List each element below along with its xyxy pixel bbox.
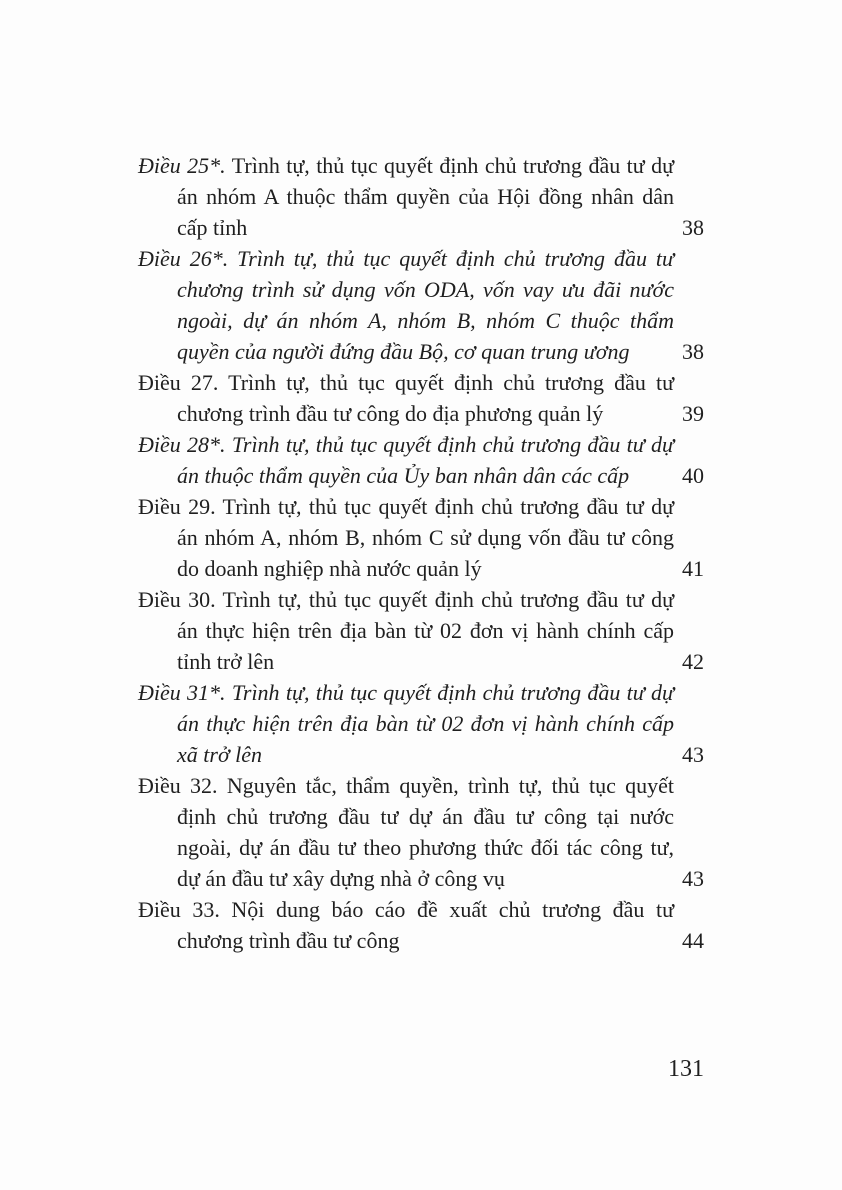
toc-entry-title: Trình tự, thủ tục quyết định chủ trương đầu tư dự án thực hiện trên địa bàn từ 02 đơn vị hành chính cấp xã trở lên: [177, 680, 675, 767]
table-of-contents: [138, 150, 704, 956]
toc-entry-page-number: 43: [682, 866, 704, 891]
toc-entry-title: Trình tự, thủ tục quyết định chủ trương đầu tư dự án thuộc thẩm quyền của Ủy ban nhân dân các cấp: [177, 432, 675, 488]
toc-entry-dieu-29: [138, 491, 704, 584]
toc-entry-text: [138, 677, 674, 770]
toc-entry-text: [138, 491, 674, 584]
toc-entry-title: Nội dung báo cáo đề xuất chủ trương đầu tư chương trình đầu tư công: [177, 897, 675, 953]
toc-entry-title: Trình tự, thủ tục quyết định chủ trương đầu tư dự án thực hiện trên địa bàn từ 02 đơn vị hành chính cấp tỉnh trở lên: [177, 587, 674, 674]
toc-entry-label: Điều 32.: [138, 773, 218, 798]
footer-page-number: 131: [668, 1056, 704, 1082]
toc-entry-text: [138, 584, 674, 677]
toc-entry-dieu-30: [138, 584, 704, 677]
toc-entry-dieu-26: [138, 243, 704, 367]
toc-entry-dieu-31: [138, 677, 704, 770]
toc-entry-label: Điều 25*.: [138, 153, 226, 178]
toc-entry-label: Điều 26*.: [138, 246, 229, 271]
toc-entry-label: Điều 28*.: [138, 432, 226, 457]
toc-entry-text: [138, 243, 674, 367]
toc-entry-label: Điều 27.: [138, 370, 219, 395]
toc-entry-label: Điều 33.: [138, 897, 220, 922]
toc-entry-page-number: 44: [682, 928, 704, 953]
toc-entry-text: [138, 770, 674, 894]
toc-entry-text: [138, 894, 674, 956]
toc-entry-title: Trình tự, thủ tục quyết định chủ trương đầu tư chương trình đầu tư công do địa phương quản lý: [177, 370, 675, 426]
toc-entry-page-number: 40: [682, 463, 704, 488]
toc-entry-dieu-27: [138, 367, 704, 429]
toc-entry-text: [138, 150, 674, 243]
toc-entry-text: [138, 429, 674, 491]
toc-entry-title: Trình tự, thủ tục quyết định chủ trương đầu tư dự án nhóm A thuộc thẩm quyền của Hội đồng nhân dân cấp tỉnh: [177, 153, 675, 240]
toc-entry-text: [138, 367, 674, 429]
toc-entry-title: Trình tự, thủ tục quyết định chủ trương đầu tư dự án nhóm A, nhóm B, nhóm C sử dụng vốn đầu tư công do doanh nghiệp nhà nước quản lý: [177, 494, 674, 581]
toc-entry-page-number: 42: [682, 649, 704, 674]
toc-entry-page-number: 38: [682, 215, 704, 240]
toc-entry-page-number: 39: [682, 401, 704, 426]
toc-entry-title: Trình tự, thủ tục quyết định chủ trương đầu tư chương trình sử dụng vốn ODA, vốn vay ưu đãi nước ngoài, dự án nhóm A, nhóm B, nhóm C thuộc thẩm quyền của người đứng đầu Bộ, cơ quan trung ương: [177, 246, 675, 364]
toc-entry-title: Nguyên tắc, thẩm quyền, trình tự, thủ tục quyết định chủ trương đầu tư dự án đầu tư công tại nước ngoài, dự án đầu tư theo phương thức đối tác công tư, dự án đầu tư xây dựng nhà ở công vụ: [177, 773, 675, 891]
toc-entry-label: Điều 31*.: [138, 680, 226, 705]
toc-entry-dieu-32: [138, 770, 704, 894]
toc-entry-page-number: 41: [682, 556, 704, 581]
toc-entry-label: Điều 30.: [138, 587, 216, 612]
toc-entry-dieu-28: [138, 429, 704, 491]
toc-entry-dieu-25: [138, 150, 704, 243]
toc-entry-page-number: 38: [682, 339, 704, 364]
toc-entry-page-number: 43: [682, 742, 704, 767]
toc-entry-label: Điều 29.: [138, 494, 216, 519]
toc-entry-dieu-33: [138, 894, 704, 956]
